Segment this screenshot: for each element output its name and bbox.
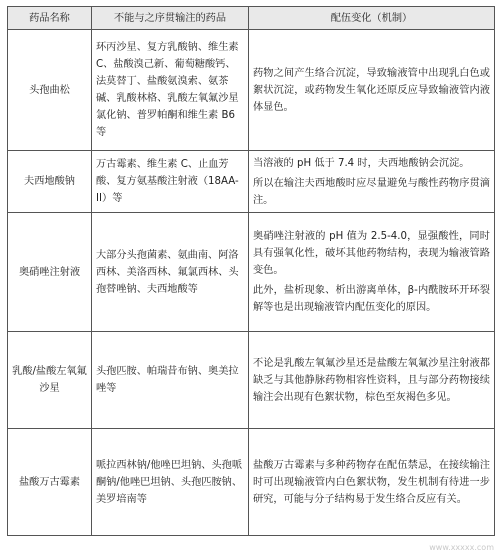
mechanism-cell	[249, 332, 495, 429]
header-row	[8, 7, 495, 30]
incompatible-drugs-cell: 环丙沙星、复方乳酸钠、维生素C、盐酸溴己新、葡萄糖酸钙、法莫替丁、盐酸氨溴索、氨茶碱、乳酸林格、乳酸左氧氟沙星氯化钠、普罗帕酮和维生素 B6 等	[92, 30, 249, 151]
header-incompatible-drugs: 不能与之序贯输注的药品	[92, 7, 249, 30]
incompatible-drugs-cell: 哌拉西林钠/他唑巴坦钠、头孢哌酮钠/他唑巴坦钠、头孢匹胺钠、美罗培南等	[92, 429, 249, 536]
table-row	[8, 30, 495, 151]
drug-name-cell: 夫西地酸钠	[8, 151, 92, 213]
drug-name-cell: 头孢曲松	[8, 30, 92, 151]
mechanism-paragraph: 所以在输注夫西地酸时应尽量避免与酸性药物序贯滴注。	[253, 177, 490, 206]
mechanism-cell	[249, 30, 495, 151]
table-row	[8, 332, 495, 429]
mechanism-paragraph: 药物之间产生络合沉淀，导致输液管中出现乳白色或絮状沉淀，或药物发生氧化还原反应导致输液管内液体显色。	[253, 67, 490, 113]
compatibility-table	[7, 6, 495, 536]
mechanism-paragraph: 不论是乳酸左氧氟沙星还是盐酸左氧氟沙星注射液都缺乏与其他静脉药物相容性资料，且与部分药物接续输注会出现有色絮状物，棕色至灰褐色多见。	[253, 357, 490, 403]
table-row	[8, 429, 495, 536]
mechanism-paragraph: 当溶液的 pH 低于 7.4 时，夫西地酸钠会沉淀。	[253, 157, 470, 169]
drug-name-cell: 盐酸万古霉素	[8, 429, 92, 536]
mechanism-paragraph: 盐酸万古霉素与多种药物存在配伍禁忌，在接续输注时可出现输液管内白色絮状物，发生机制有待进一步研究，可能与分子结构易于发生络合反应有关。	[253, 459, 490, 505]
watermark: www.xxxxx.com	[429, 543, 494, 552]
mechanism-cell	[249, 213, 495, 332]
table-row	[8, 151, 495, 213]
header-drug-name: 药品名称	[8, 7, 92, 30]
mechanism-cell	[249, 151, 495, 213]
mechanism-paragraph: 奥硝唑注射液的 pH 值为 2.5-4.0，显强酸性，同时具有强氧化性，破坏其他药物结构，表现为输液管路变色。	[253, 231, 490, 276]
table-row	[8, 213, 495, 332]
mechanism-paragraph: 此外，盐析现象、析出游离单体，β-内酰胺环开环裂解等也是出现输液管内配伍变化的原因。	[253, 285, 490, 313]
incompatible-drugs-cell: 大部分头孢菌素、氨曲南、阿洛西林、美洛西林、氟氯西林、头孢替唑钠、夫西地酸等	[92, 213, 249, 332]
mechanism-cell	[249, 429, 495, 536]
incompatible-drugs-cell: 万古霉素、维生素 C、止血芳酸、复方氨基酸注射液（18AA-II）等	[92, 151, 249, 213]
incompatible-drugs-cell: 头孢匹胺、帕瑞昔布钠、奥美拉唑等	[92, 332, 249, 429]
header-mechanism: 配伍变化（机制）	[249, 7, 495, 30]
drug-name-cell: 奥硝唑注射液	[8, 213, 92, 332]
drug-name-cell: 乳酸/盐酸左氧氟沙星	[8, 332, 92, 429]
